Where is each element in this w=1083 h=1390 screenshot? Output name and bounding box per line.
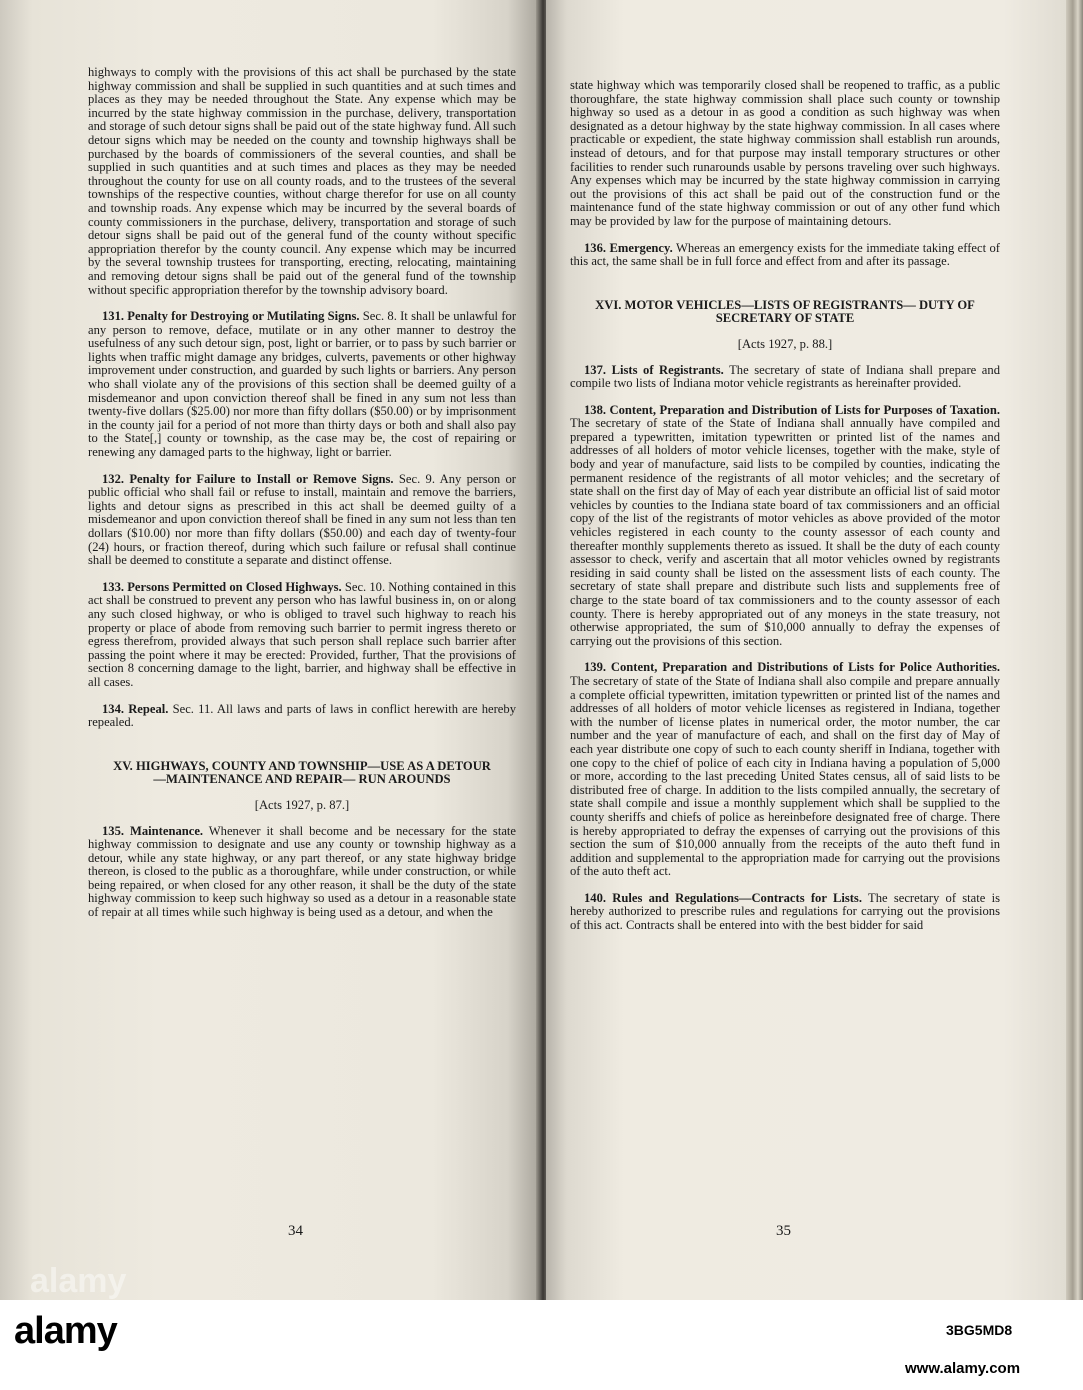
section-132-heading: 132. Penalty for Failure to Install or Remove Signs. [102, 471, 394, 486]
section-134 [88, 703, 516, 730]
alamy-logo: alamy [14, 1310, 117, 1352]
right-page-number: 35 [776, 1223, 791, 1239]
section-139 [570, 661, 1000, 879]
right-page-text [570, 79, 1000, 946]
section-134-heading: 134. Repeal. [102, 701, 169, 716]
image-id: 3BG5MD8 [946, 1322, 1013, 1338]
chapter-xvi-title: XVI. MOTOR VEHICLES—LISTS OF REGISTRANTS— DUTY OF SECRETARY OF STATE [595, 297, 975, 326]
chapter-xvi-citation: [Acts 1927, p. 88.] [737, 336, 833, 351]
section-133-body: Sec. 10. Nothing contained in this act shall be construed to prevent any person who has lawful business in, on or along any such closed highway, or who is obliged to travel such highway to reach his property or place of abode from removing such barrier to permit ingress thereto or egress therefrom, provided always that such person shall replace such barrier after passing the point where it may be erected: Provided, further, That the provisions of section 8 concerning damage to the light, barrier, and highway shall be effective in all cases. [88, 579, 516, 689]
section-132-body: Sec. 9. Any person or public official who shall fail or refuse to install, maintain and remove the barriers, lights and detour signs as prescribed in this act shall be deemed guilty of a misdemeanor and upon conviction thereof shall be fined in any sum not less than ten dollars ($10.00) nor more than fifty dollars ($50.00) and each day of twenty-four (24) hours, or fraction thereof, during which such failure or refusal shall continue shall be deemed to constitute a separate and distinct offense. [88, 471, 516, 568]
section-135-body: Whenever it shall become and be necessary for the state highway commission to designate and use any county or township highway as a detour, while any state highway, or any part thereof, or any state highway bridge thereon, is closed to the public as a thoroughfare, while under construction, or while being repaired, or when closed for any other reason, it shall be the duty of the state highway commission to keep such highway so used as a detour in a reasonable state of repair at all times while such highway is being used as a detour, and when the [88, 823, 516, 920]
section-138 [570, 404, 1000, 649]
chapter-xv-title: XV. HIGHWAYS, COUNTY AND TOWNSHIP—USE AS A DETOUR—MAINTENANCE AND REPAIR— RUN AROUNDS [113, 758, 491, 787]
section-136-heading: 136. Emergency. [584, 240, 673, 255]
section-139-body: The secretary of state of the State of Indiana shall also compile and prepare annually a complete official typewritten, imitation typewritten or printed list of the names and addresses of all holders of motor vehicle licenses as registered in Indiana, together with the number of license plates in numerical order, the motor number, the car number and the year of manufacture of each, and shall on the first day of May of each year distribute one copy of such to each county sheriff in Indiana, together with one copy to the chief of police of each city in Indiana having a population of 5,000 or more, according to the last preceding United States census, all of said lists to be distributed free of charge. In addition to the lists compiled annually, the secretary of state shall compile and issue a monthly supplement which shall be supplied to the county sheriffs and chiefs of police as hereinbefore designated free of charge. There is hereby appropriated to defray the expenses of carrying out the provisions of this section the sum of $10,000 annually from the receipts of the auto theft fund in addition and supplemental to the appropriation made for carrying out the provisions of the auto theft act. [570, 673, 1000, 879]
left-page [0, 0, 540, 1300]
page-edges [1066, 0, 1083, 1300]
section-136 [570, 242, 1000, 269]
left-page-number: 34 [288, 1223, 303, 1239]
watermark-stamp: alamy [30, 1262, 127, 1300]
section-136-body: Whereas an emergency exists for the immediate taking effect of this act, the same shall be in full force and effect from and after its passage. [570, 240, 1000, 269]
chapter-xv-citation: [Acts 1927, p. 87.] [254, 797, 350, 812]
section-133-heading: 133. Persons Permitted on Closed Highways. [102, 579, 342, 594]
section-140-heading: 140. Rules and Regulations—Contracts for Lists. [584, 890, 862, 905]
section-139-heading: 139. Content, Preparation and Distributions of Lists for Police Authorities. [584, 660, 1000, 675]
left-page-text [88, 66, 516, 933]
section-132 [88, 473, 516, 568]
section-137-heading: 137. Lists of Registrants. [584, 362, 724, 377]
section-131-body: Sec. 8. It shall be unlawful for any person to remove, deface, mutilate or in any other manner to destroy the usefulness of any such detour sign, post, light or barrier, or to pass by such barrier or lights when traffic might damage any bridges, culverts, pavements or other highway improvement under construction, and guarded by such lights or barriers. Any person who shall violate any of the provisions of this section shall be deemed guilty of a misdemeanor and upon conviction thereof shall be fined in any sum not less than twenty-five dollars ($25.00) nor more than fifty dollars ($50.00) or by imprisonment in the county jail for a period of not more than thirty days or both and shall also pay to the State[,] county or township, as the case may be, the cost of repairing or renewing any damaged parts to the highway, light or barrier. [88, 309, 517, 460]
section-138-heading: 138. Content, Preparation and Distribution of Lists for Purposes of Taxation. [584, 402, 1000, 417]
watermark-url: www.alamy.com [905, 1360, 1021, 1377]
section-134-body: Sec. 11. All laws and parts of laws in conflict herewith are hereby repealed. [88, 701, 516, 730]
right-page [546, 0, 1066, 1300]
section-131 [88, 310, 516, 460]
section-131-heading: 131. Penalty for Destroying or Mutilating Signs. [102, 309, 360, 324]
section-135 [88, 825, 516, 920]
section-137 [570, 364, 1000, 391]
left-intro-paragraph: highways to comply with the provisions of this act shall be purchased by the state highway commission and shall be supplied in such quantities and at such times and places as they may be needed throughout the State. Any expense which may be incurred by the state highway commission in the purchase, delivery, transportation and storage of such detour signs shall be paid out of the state highway fund. All such detour signs which may be needed on the county and township highways shall be purchased by the boards of commissioners of the several counties, and shall be supplied in such quantities and at such times and places as they may be needed throughout the county for use on all county roads, and to the trustees of the several townships of the respective counties, without charge therefor for use on all county and township roads. Any expense which may be incurred by the several boards of county commissioners in the purchase, delivery, transportation and storage of such detour signs shall be paid out of the general fund of the county without specific appropriation therefor by the county council. Any expense which may be incurred by the several township trustees for transporting, erecting, relocating, maintaining and removing detour signs shall be paid out of the general fund of the township without specific appropriation therefor by the township advisory board. [88, 65, 516, 297]
section-135-heading: 135. Maintenance. [102, 823, 204, 838]
section-133 [88, 581, 516, 690]
section-140-body: The secretary of state is hereby authorized to prescribe rules and regulations for carrying out the provisions of this act. Contracts shall be entered into with the best bidder for said [570, 890, 1001, 933]
section-138-body: The secretary of state of the State of Indiana shall annually have compiled and prepared a typewritten, imitation typewritten or printed list of the names and addresses of all holders of motor vehicle licenses, together with the make, style of body and year of manufacture, said lists to be compiled by counties, indicating the permanent residence of the registrants of all motor vehicles; and the secretary of state shall on the first day of May of each year distribute an official list of said motor vehicles by counties to the Indiana state board of tax commissioners and an official copy of the list of the registrants of motor vehicles as above provided of the motor vehicles registered in each county to the county assessor of each county and thereafter monthly supplements thereto as issued. It shall be the duty of each county assessor to check, verify and ascertain that all motor vehicles owned by registrants residing in said county shall be listed on the assessment lists of each county. The secretary of state shall prepare and distribute such lists and supplements free of charge to the state board of tax commissioners and to the county assessor of each county. There is hereby appropriated out of any moneys in the state treasury, not otherwise appropriated, the sum of $10,000 annually to defray the expenses of carrying out the provisions of this section. [570, 416, 1000, 648]
section-137-body: The secretary of state of Indiana shall prepare and compile two lists of Indiana motor vehicle registrants as hereinafter provided. [570, 362, 1000, 391]
right-intro-paragraph: state highway which was temporarily closed shall be reopened to traffic, as a public thoroughfare, the state highway commission shall place such county or township highway so used as a detour in as good a condition as such highway was when designated as a detour highway by the state highway commission. In all cases where practicable or expedient, the state highway commission shall establish run arounds, instead of detours, and for that purpose may install temporary structures or other facilities to render such runarounds usable by persons traveling over such highways. Any expenses which may be incurred by the state highway commission in carrying out the provisions of this act shall be paid out of the construction fund or the maintenance fund of the state highway commission or out of any other fund which may be provided by law for the purpose of maintaining detours. [570, 78, 1000, 228]
section-140 [570, 892, 1000, 933]
